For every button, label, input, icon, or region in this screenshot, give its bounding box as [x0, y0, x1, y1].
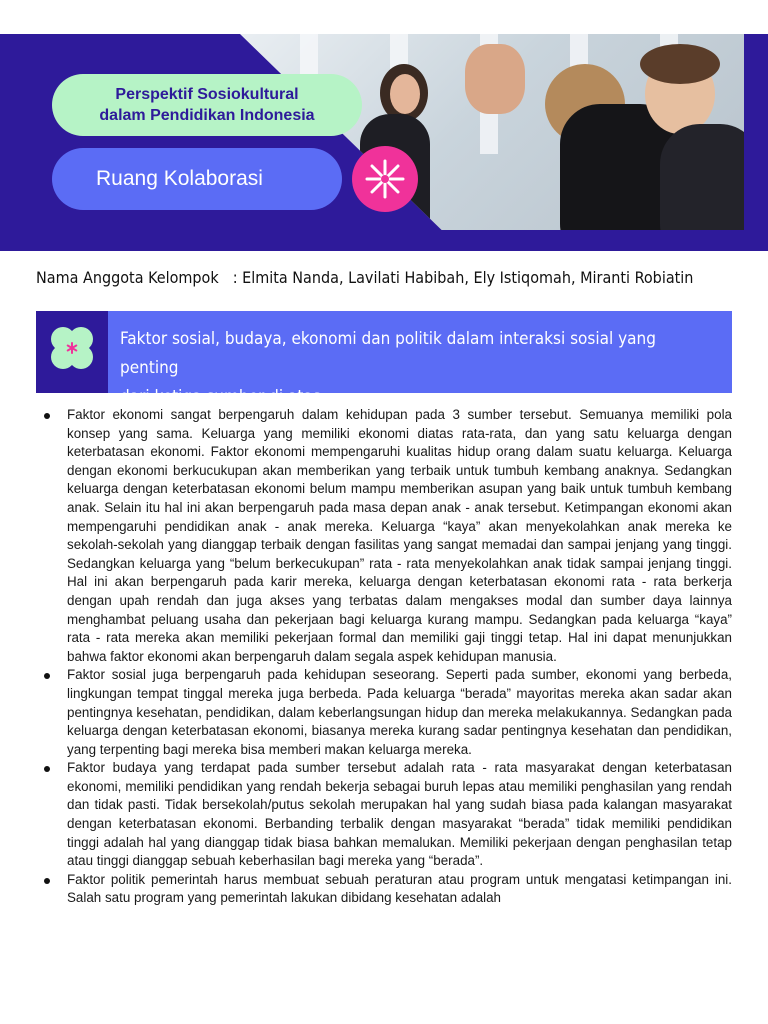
paragraph-text: Faktor politik pemerintah harus membuat sebuah peraturan atau program untuk mengatasi ketimpangan ini. Salah satu program yang pemerintah lakukan dibidang kesehatan adalah	[67, 871, 732, 906]
members-names: : Elmita Nanda, Lavilati Habibah, Ely Istiqomah, Miranti Robiatin	[232, 268, 694, 287]
page-title	[52, 74, 362, 136]
bullet-icon	[44, 766, 50, 772]
paragraph-text: Faktor budaya yang terdapat pada sumber tersebut adalah rata - rata masyarakat dengan keterbatasan ekonomi, memiliki pendidikan yang rendah bekerja sebagai buruh lepas atau memiliki penghasilan yang rendah dan tidak pasti. Tidak bersekolah/putus sekolah merupakan hal yang sudah biasa pada kalangan masyarakat dengan keterbatasan ekonomi. Berbanding terbalik dengan masyarakat “berada” tidak memiliki pendidikan tinggi adalah hal yang dianggap tidak biasa bahkan memalukan. Memiliki pekerjaan dengan penghasilan tetap atau tinggi dianggap sebuah keberhasilan bagi mereka yang “berada”.	[67, 760, 732, 869]
topic-line-1: Faktor sosial, budaya, ekonomi dan politik dalam interaksi sosial yang penting	[120, 329, 656, 378]
bullet-list	[36, 406, 732, 908]
flower-asterisk-icon	[48, 324, 96, 372]
header-banner	[0, 34, 768, 251]
list-item	[36, 759, 732, 871]
title-line-1: Perspektif Sosiokultural	[115, 86, 299, 103]
topic-line-2: dari ketiga sumber di atas.	[120, 387, 326, 407]
bullet-icon	[44, 413, 50, 419]
asterisk-flower-icon	[352, 146, 418, 212]
topic-icon-panel	[36, 311, 108, 393]
bullet-icon	[44, 878, 50, 884]
paragraph-text: Faktor sosial juga berpengaruh pada kehidupan seseorang. Seperti pada sumber, ekonomi yang berbeda, lingkungan tempat tinggal mereka juga berbeda. Pada keluarga “berada” mayoritas mereka akan sadar akan pentingnya kesehatan, pendidikan, dalam keberlangsungan hidup dan mereka melakukannya. Sedangkan pada keluarga dengan keterbatasan ekonomi, biasanya mereka kurang sadar pentingnya kesehatan dan pendidikan, yang terpenting bagi mereka bisa memberi makan keluarga mereka.	[67, 667, 732, 757]
list-item	[36, 406, 732, 666]
list-item	[36, 666, 732, 759]
bullet-icon	[44, 673, 50, 679]
topic-callout	[36, 311, 732, 407]
title-line-2: dalam Pendidikan Indonesia	[99, 107, 315, 124]
subtitle: Ruang Kolaborasi	[96, 167, 263, 190]
subtitle-pill	[52, 148, 342, 210]
paragraph-text: Faktor ekonomi sangat berpengaruh dalam kehidupan pada 3 sumber tersebut. Semuanya memiliki pola konsep yang sama. Keluarga yang memiliki ekonomi diatas rata-rata, dan yang satu keluarga dengan keterbatasan ekonomi. Faktor ekonomi mempengaruhi kualitas hidup orang dalam suatu keluarga. Keluarga dengan ekonomi berkucukupan akan memberikan yang terbaik untuk tumbuh kembang anaknya. Sedangkan keluarga dengan keterbatasan ekonomi belum mampu memberikan asupan yang baik untuk tumbuh kembang anak. Selain itu hal ini akan berpengaruh pada masa depan anak - anak tersebut. Ketimpangan ekonomi akan mempengaruhi pendidikan anak - anak mereka. Keluarga “kaya” akan menyekolahkan anak mereka ke sekolah-sekolah yang dianggap terbaik dengan fasilitas yang sangat memadai dan sampai jenjang yang tinggi. Sedangkan keluarga yang “belum berkecukupan” rata - rata menyekolahkan anak tidak sampai jenjang tinggi. Hal ini akan berpengaruh pada karir mereka, keluarga dengan keterbatasan ekonomi rata - rata berkerja dengan upah rendah dan juga akses yang terbatas dalam mengakses modal dan sumber daya lainnya menghambat peluang usaha dan pekerjaan bagi keluarga kurang mampu. Sedangkan pada keluarga “kaya” rata - rata mereka akan memiliki pekerjaan formal dan memiliki gaji tinggi tetap. Hal ini dapat menunjukkan bahwa faktor ekonomi akan berpengaruh dalam segala aspek kehidupan manusia.	[67, 407, 732, 664]
group-members	[36, 268, 736, 287]
list-item	[36, 871, 732, 908]
members-label: Nama Anggota Kelompok	[36, 268, 219, 287]
topic-text	[108, 311, 732, 407]
